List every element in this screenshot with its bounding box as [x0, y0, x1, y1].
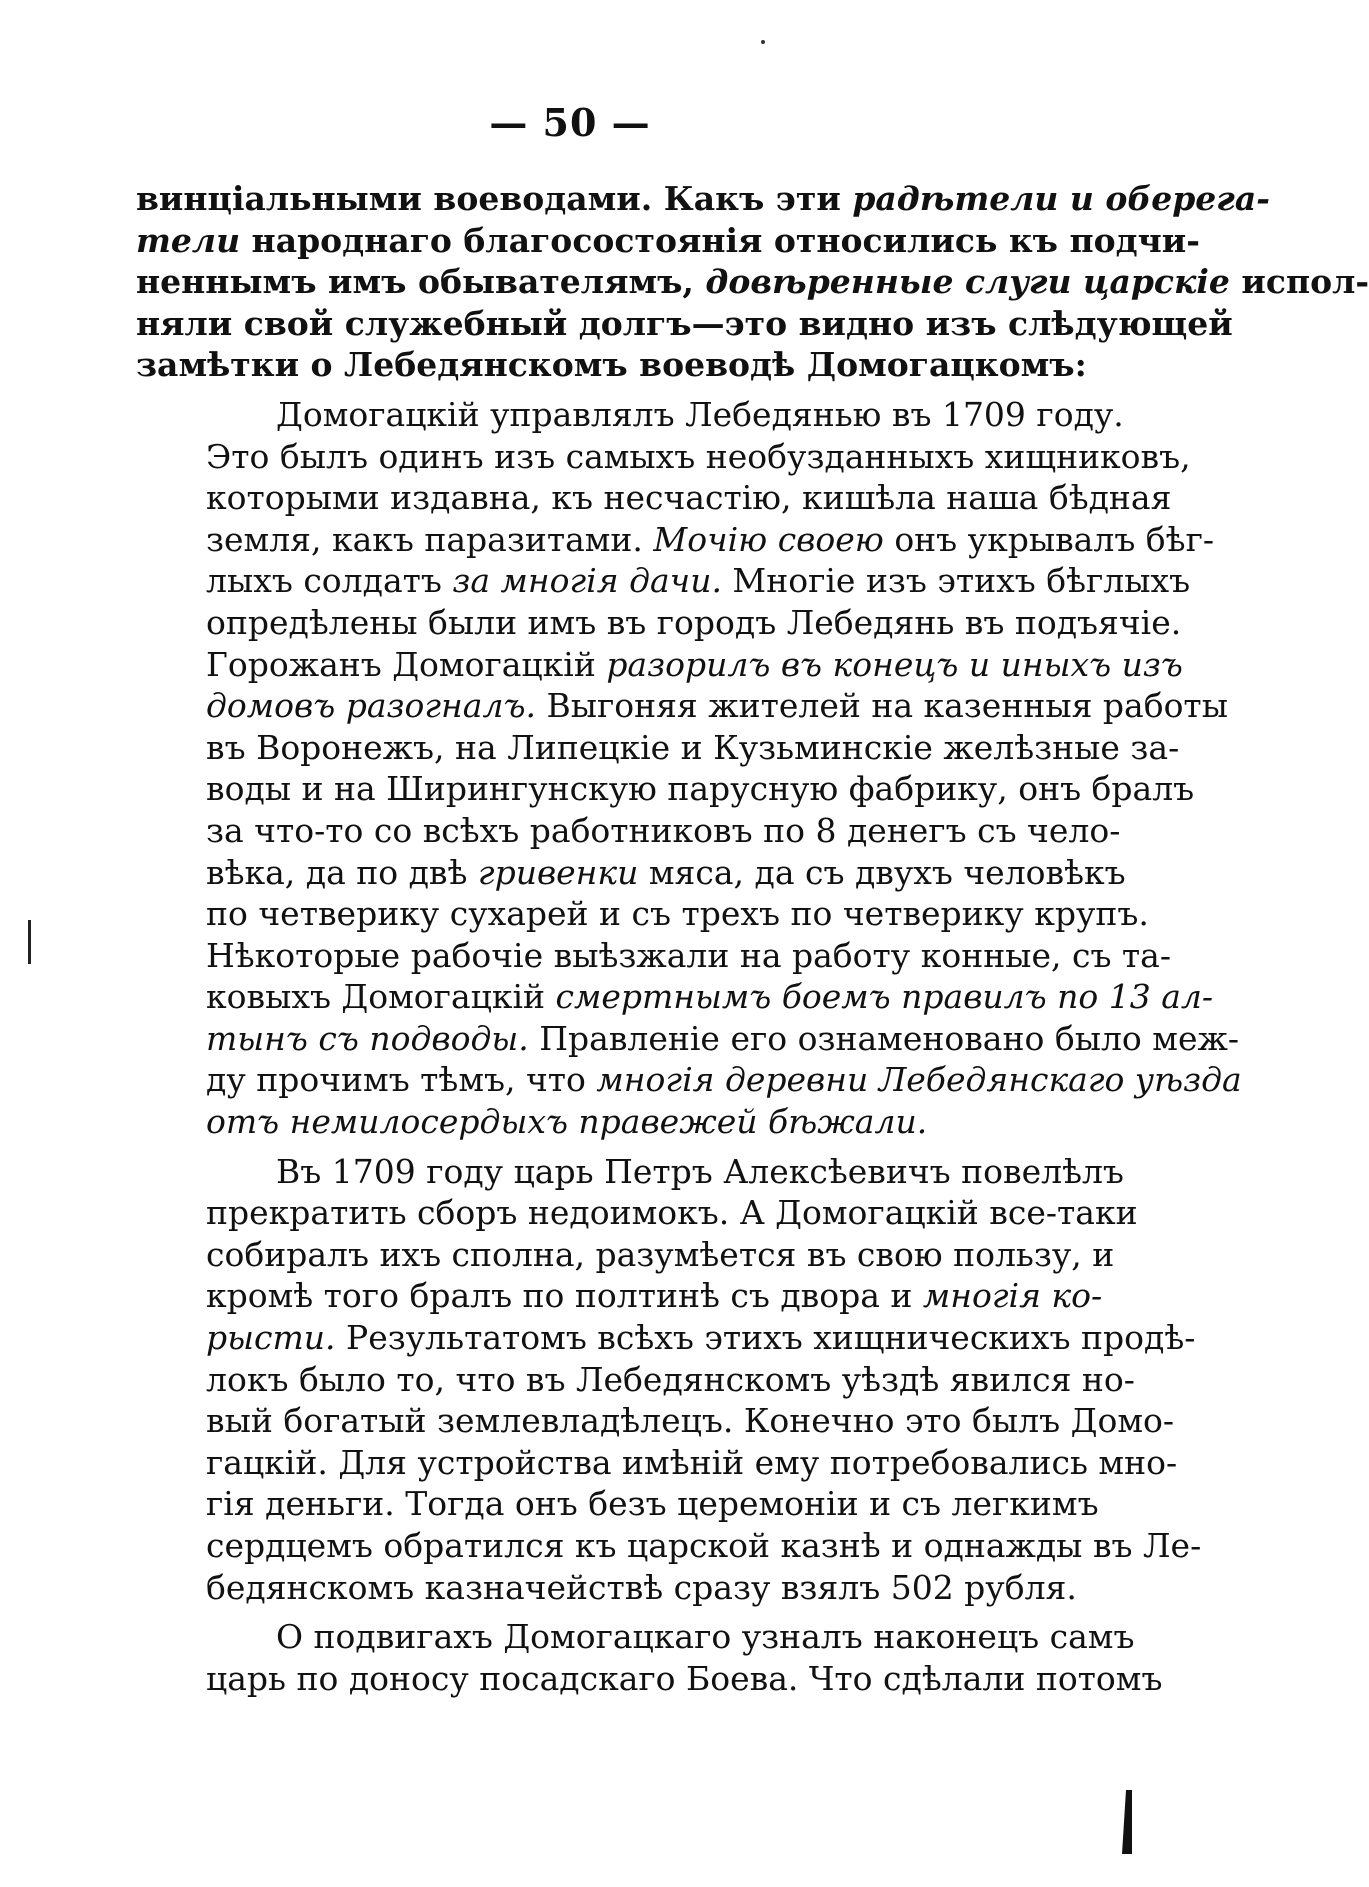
text-line [136, 1442, 1178, 1484]
text-span: по четверику сухарей и съ трехъ по четверику крупъ. [206, 894, 1149, 934]
text-span: гія деньги. Тогда онъ безъ церемоніи и съ легкимъ [206, 1484, 1099, 1524]
paragraph-1 [136, 178, 1369, 386]
margin-line-mark [28, 920, 31, 964]
text-span: Домогацкій управлялъ Лебедянью въ 1709 году. [276, 394, 1124, 434]
text-line [136, 1400, 1175, 1442]
text-span: вый богатый землевладѣлецъ. Конечно это былъ Домо- [206, 1401, 1175, 1441]
text-span: народнаго благосостоянія относились къ подчи- [240, 220, 1200, 260]
text-span: кромѣ того бралъ по полтинѣ съ двора и [206, 1276, 923, 1316]
text-span: Правленіе его ознаменовано было меж- [528, 1018, 1239, 1058]
text-span: въ Воронежъ, на Липецкіе и Кузьминскіе желѣзные за- [206, 727, 1180, 767]
text-span: неннымъ имъ обывателямъ, [136, 262, 706, 302]
text-line [136, 768, 1195, 810]
italic-text-span: многія деревни Лебедянскаго уѣзда [596, 1060, 1242, 1100]
page-body-text [136, 178, 1369, 1707]
text-span: локъ было то, что въ Лебедянскомъ уѣздѣ явился но- [206, 1359, 1135, 1399]
text-span: мяса, да съ двухъ человѣкъ [638, 852, 1126, 892]
text-span: Многіе изъ этихъ бѣглыхъ [721, 561, 1191, 601]
text-line [136, 303, 1233, 345]
text-line [136, 261, 1369, 303]
text-span: земля, какъ паразитами. [206, 519, 654, 559]
italic-text-span: за многія дачи. [452, 561, 722, 601]
text-line [136, 560, 1191, 602]
text-line [136, 1658, 1163, 1700]
text-line [136, 893, 1149, 935]
text-line [136, 1101, 988, 1143]
text-line [136, 644, 1183, 686]
text-line [136, 1567, 1077, 1609]
italic-text-span: Мочію своею [653, 519, 884, 559]
italic-text-span: тынъ съ подводы. [206, 1018, 529, 1058]
text-line [136, 477, 1172, 519]
text-span: гацкій. Для устройства имѣній ему потребовались мно- [206, 1442, 1178, 1482]
text-line [136, 685, 1228, 727]
text-line [136, 394, 1124, 436]
text-span: собиралъ ихъ сполна, разумѣется въ свою пользу, и [206, 1234, 1115, 1274]
text-span: Въ 1709 году царь Петръ Алексѣевичъ повелѣлъ [276, 1151, 1124, 1191]
italic-text-span: смертнымъ боемъ правилъ по 13 ал- [555, 977, 1214, 1017]
text-span: воды и на Ширингунскую парусную фабрику, онъ бралъ [206, 769, 1195, 809]
text-line [136, 519, 1215, 561]
text-line [136, 1234, 1115, 1276]
text-span: вѣка, да по двѣ [206, 852, 478, 892]
italic-text-span: рысти. [206, 1318, 336, 1358]
italic-text-span: домовъ разогналъ. [206, 686, 536, 726]
text-span: бедянскомъ казначействѣ сразу взялъ 502 рубля. [206, 1567, 1077, 1607]
text-line [136, 436, 1191, 478]
text-span: Результатомъ всѣхъ этихъ хищническихъ продѣ- [335, 1318, 1196, 1358]
ink-speck [761, 40, 765, 44]
text-line [136, 1059, 1242, 1101]
page-corner-shadow [1122, 1790, 1132, 1854]
text-span: замѣтки о Лебедянскомъ воеводѣ Домогацкомъ: [136, 345, 1087, 385]
text-span: прекратить сборъ недоимокъ. А Домогацкій все-таки [206, 1193, 1138, 1233]
text-line [136, 935, 1172, 977]
text-span: Это былъ одинъ изъ самыхъ необузданныхъ хищниковъ, [206, 436, 1191, 476]
text-line [136, 1275, 1103, 1317]
paragraph-4 [136, 1616, 1163, 1699]
text-span: О подвигахъ Домогацкаго узналъ наконецъ самъ [276, 1617, 1135, 1657]
text-line [136, 344, 1087, 386]
italic-text-span: тели [136, 220, 241, 260]
text-line [136, 1616, 1135, 1658]
text-line [136, 1359, 1135, 1401]
text-span: царь по доносу посадскаго Боева. Что сдѣлали потомъ [206, 1658, 1163, 1698]
text-span: опредѣлены были имъ въ городъ Лебедянь въ подъячіе. [206, 602, 1182, 642]
text-span: Горожанъ Домогацкій [206, 644, 607, 684]
text-line [136, 1018, 1239, 1060]
text-line [136, 602, 1182, 644]
text-span: онъ укрывалъ бѣг- [883, 519, 1215, 559]
text-span: за что-то со всѣхъ работниковъ по 8 денегъ съ чело- [206, 810, 1121, 850]
text-line [136, 178, 1270, 220]
text-span: Выгоняя жителей на казенныя работы [535, 686, 1228, 726]
paragraph-3 [136, 1151, 1202, 1609]
page-number: — 50 — [489, 100, 651, 145]
text-line [136, 1317, 1196, 1359]
text-span: которыми издавна, къ несчастію, кишѣла наша бѣдная [206, 478, 1172, 518]
text-span: ковыхъ Домогацкій [206, 977, 556, 1017]
text-line [136, 852, 1126, 894]
text-span: няли свой служебный долгъ—это видно изъ слѣдующей [136, 303, 1233, 343]
text-line [136, 976, 1214, 1018]
italic-text-span: разорилъ въ конецъ и иныхъ изъ [606, 644, 1183, 684]
italic-text-span: радѣтели и оберега- [852, 179, 1270, 218]
text-span: испол- [1229, 262, 1369, 302]
italic-text-span: многія ко- [922, 1276, 1103, 1316]
italic-text-span: довѣренные слуги царскіе [705, 262, 1230, 302]
text-span: сердцемъ обратился къ царской казнѣ и однажды въ Ле- [206, 1526, 1202, 1565]
text-line [136, 1151, 1124, 1193]
text-span: лыхъ солдатъ [206, 561, 453, 601]
text-line [136, 810, 1121, 852]
text-span: Нѣкоторые рабочіе выѣзжали на работу конные, съ та- [206, 935, 1172, 975]
text-line [136, 220, 1200, 262]
italic-text-span: гривенки [477, 852, 639, 892]
text-line [136, 1483, 1099, 1525]
text-line [136, 727, 1180, 769]
text-line [136, 1525, 1202, 1567]
text-line [136, 1192, 1138, 1234]
text-span: ду прочимъ тѣмъ, что [206, 1060, 597, 1100]
paragraph-2 [136, 394, 1242, 1143]
italic-text-span: отъ немилосердыхъ правежей бѣжали. [206, 1102, 928, 1142]
text-span: винціальными воеводами. Какъ эти [136, 179, 853, 218]
